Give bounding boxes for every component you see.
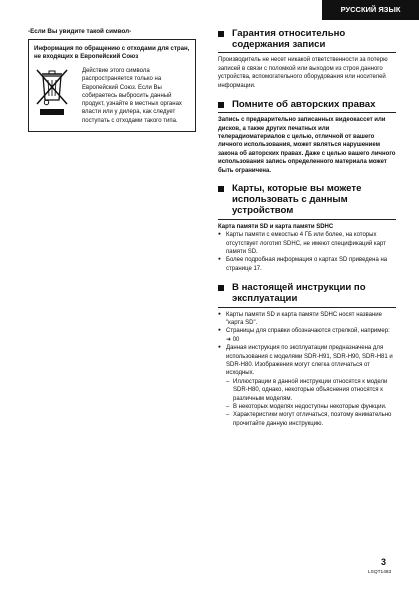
list-item: ● Данная инструкция по эксплуатации предназначена для использования с моделями SDR-H91, SDR-H90, SDR-H81 и SDR-H80. Изображения могут слегка отличаться от исходных. — [218, 344, 396, 378]
section-cards-title: Карты, которые вы можете использовать с данным устройством — [232, 183, 362, 217]
instructions-bullet-list — [218, 311, 396, 378]
disposal-info-body — [34, 67, 190, 125]
list-item: – Иллюстрации в данной инструкции относятся к модели SDR-H80, однако, некоторые объяснения относятся к различным моделям. — [226, 378, 396, 403]
section-divider — [218, 219, 396, 220]
list-item: – Характеристики могут отличаться, поэтому внимательно прочитайте данную инструкцию. — [226, 411, 396, 428]
document-code: LSQT1483 — [368, 570, 392, 575]
section-warranty-body: Производитель не несет никакой ответственности за потерю записей в связи с поломкой или выходом из строя данного устройства, вспомогательного оборудования или носителей информации. — [218, 57, 388, 89]
cards-bullet-list — [218, 231, 396, 273]
right-column — [218, 28, 396, 428]
disposal-info-text: Действие этого символа распространяется только на Европейский Союз. Если Вы собираетесь выбросить данный продукт, узнайте в местных органах власти или у дилера, как следует поступать с отходами такого типа. — [82, 68, 182, 124]
section-cards — [218, 183, 396, 273]
section-instructions-title: В настоящей инструкции по эксплуатации — [232, 282, 366, 305]
section-instructions — [218, 282, 396, 428]
section-copyright-body: Запись с предварительно записанных видеокассет или дисков, а также других печатных или телерадиоматериалов с целью, отличной от вашего личного использования, может являться нарушением закона об авторских правах. Даже с целью вашего личного использования запись определенного материала может быть ограничена. — [218, 117, 396, 174]
instructions-dash-list — [218, 378, 396, 428]
crossed-out-wheelie-bin-icon — [34, 67, 70, 107]
section-cards-subheading: Карта памяти SD и карта памяти SDHC — [218, 223, 334, 230]
disposal-info-title: Информация по обращению с отходами для стран, не входящих в Европейский Союз — [34, 45, 190, 60]
section-bullet-square — [218, 285, 224, 291]
symbol-heading: -Если Вы увидите такой символ- — [28, 28, 132, 35]
section-bullet-square — [218, 31, 224, 37]
page-number: 3 — [381, 557, 387, 567]
disposal-info-box — [28, 39, 196, 132]
section-copyright-title: Помните об авторских правах — [232, 99, 376, 111]
list-item: ● Карты памяти SD и карта памяти SDHC носят название "карта SD". — [218, 311, 396, 328]
section-divider — [218, 307, 396, 308]
section-warranty-title: Гарантия относительно содержания записи — [232, 28, 346, 51]
list-item: ● Страницы для справки обозначаются стрелкой, например: ➜ 00 — [218, 327, 396, 344]
left-column — [28, 28, 196, 132]
section-divider — [218, 52, 396, 53]
section-bullet-square — [218, 186, 224, 192]
section-bullet-square — [218, 102, 224, 108]
wheelie-bin-symbol — [34, 67, 76, 125]
section-copyright — [218, 99, 396, 175]
list-item: – В некоторых моделях недоступны некоторые функции. — [226, 403, 396, 411]
list-item: ● Более подробная информация о картах SD приведена на странице 17. — [218, 256, 396, 273]
section-warranty — [218, 28, 396, 90]
section-divider — [218, 112, 396, 113]
language-tab: РУССКИЙ ЯЗЫК — [322, 0, 419, 20]
bin-underline-bar — [40, 109, 64, 115]
list-item: ● Карты памяти с емкостью 4 ГБ или более, на которых отсутствует логотип SDHC, не имеют спецификаций карт памяти SD. — [218, 231, 396, 256]
